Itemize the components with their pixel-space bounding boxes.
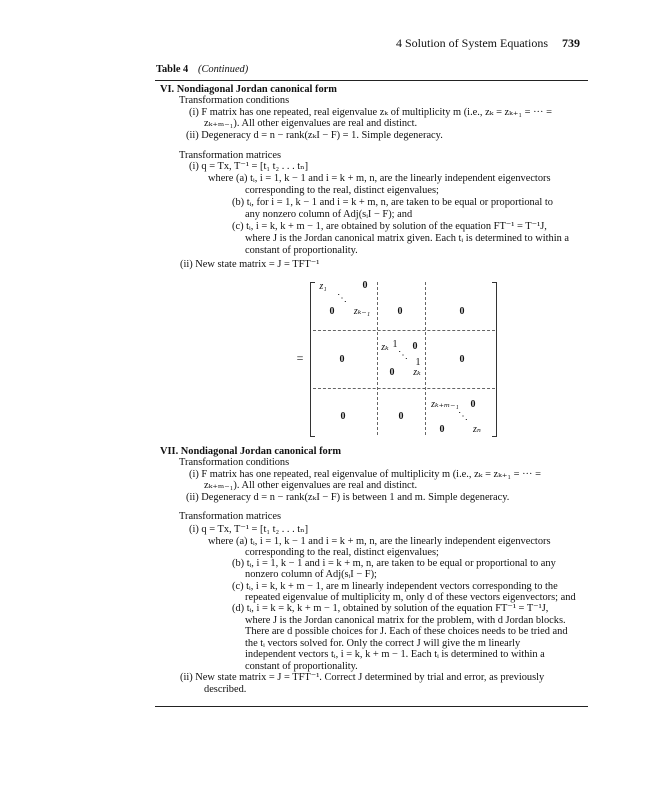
- vii-line: Transformation matrices: [179, 511, 282, 522]
- matrix-divider: [377, 282, 378, 435]
- matrix-entry: 0: [362, 280, 368, 291]
- vi-line: (i) F matrix has one repeated, real eigenvalue zₖ of multiplicity m (i.e., zₖ = zₖ₊₁ = ··· =: [189, 107, 552, 118]
- vii-line: corresponding to the real, distinct eigenvalues;: [245, 547, 439, 558]
- matrix-divider: [313, 330, 495, 331]
- vi-line: any nonzero column of Adj(sᵢI − F); and: [245, 209, 413, 220]
- vi-line: (ii) New state matrix = J = TFT⁻¹: [180, 259, 320, 270]
- matrix-entry: z₁: [319, 281, 327, 292]
- matrix-right-bracket: [492, 282, 497, 437]
- table-continued: (Continued): [198, 64, 249, 75]
- vii-line: (ii) New state matrix = J = TFT⁻¹. Correct J determined by trial and error, as previously: [180, 672, 545, 683]
- vii-line: (ii) Degeneracy d = n − rank(zₖI − F) is between 1 and m. Simple degeneracy.: [186, 492, 510, 503]
- page-number: 739: [562, 36, 580, 50]
- table-label: Table 4: [156, 64, 189, 75]
- vii-line: where J is the Jordan canonical matrix for the problem, with d Jordan blocks.: [245, 615, 566, 626]
- matrix-entry: 0: [470, 399, 476, 410]
- vii-line: (i) F matrix has one repeated, real eigenvalue of multiplicity m (i.e., zₖ = zₖ₊₁ = ··· =: [189, 469, 541, 480]
- vi-line: where J is the Jordan canonical matrix given. Each tᵢ is determined to within a: [245, 233, 570, 244]
- vii-line: (b) tᵢ, i = 1, k − 1 and i = k + m, n, are taken to be equal or proportional to any: [232, 558, 556, 569]
- matrix-entry: 0: [397, 306, 403, 317]
- table-top-rule: [155, 80, 588, 81]
- matrix-entry: 1: [392, 339, 398, 350]
- matrix-equals: =: [296, 351, 304, 365]
- matrix-entry: 0: [439, 424, 445, 435]
- matrix-entry: 0: [340, 411, 346, 422]
- table-bottom-rule: [155, 706, 588, 707]
- matrix-divider: [425, 282, 426, 435]
- matrix-entry: zₖ: [381, 342, 389, 353]
- matrix-entry: ⋱: [398, 350, 408, 361]
- section-vii-title: VII. Nondiagonal Jordan canonical form: [160, 446, 341, 457]
- vii-line: described.: [204, 684, 247, 695]
- vii-line: independent vectors tᵢ, i = k, k + m − 1. Each tᵢ is determined to within a: [245, 649, 545, 660]
- matrix-entry: zₖ: [413, 367, 421, 378]
- vi-line: (i) q = Tx, T⁻¹ = [t₁ t₂ . . . tₙ]: [189, 161, 309, 172]
- vi-line: Transformation matrices: [179, 150, 282, 161]
- matrix-entry: 0: [412, 341, 418, 352]
- matrix-entry: 0: [329, 306, 335, 317]
- matrix-entry: 0: [398, 411, 404, 422]
- vi-line: (c) tᵢ, i = k, k + m − 1, are obtained by solution of the equation FT⁻¹ = T⁻¹J,: [232, 221, 547, 232]
- vi-line: Transformation conditions: [179, 95, 290, 106]
- vii-line: (c) tᵢ, i = k, k + m − 1, are m linearly independent vectors corresponding to the: [232, 581, 558, 592]
- running-header: 4 Solution of System Equations: [396, 36, 549, 50]
- vii-line: Transformation conditions: [179, 457, 290, 468]
- vi-line: where (a) tᵢ, i = 1, k − 1 and i = k + m, n, are the linearly independent eigenvectors: [208, 173, 551, 184]
- vii-line: (i) q = Tx, T⁻¹ = [t₁ t₂ . . . tₙ]: [189, 524, 309, 535]
- matrix-entry: 1: [415, 357, 421, 368]
- matrix-divider: [313, 388, 495, 389]
- section-vi-title: VI. Nondiagonal Jordan canonical form: [160, 84, 337, 95]
- vi-line: corresponding to the real, distinct eigenvalues;: [245, 185, 439, 196]
- matrix-entry: 0: [459, 354, 465, 365]
- vi-line: (b) tᵢ, for i = 1, k − 1 and i = k + m, n, are taken to be equal or proportional to: [232, 197, 553, 208]
- matrix-entry: ⋱: [458, 411, 468, 422]
- vii-line: zₖ₊ₘ₋₁). All other eigenvalues are real and distinct.: [204, 480, 418, 491]
- vi-line: zₖ₊ₘ₋₁). All other eigenvalues are real and distinct.: [204, 118, 418, 129]
- vi-line: constant of proportionality.: [245, 245, 358, 256]
- vii-line: repeated eigenvalue of multiplicity m, only d of these vectors eigenvectors; and: [245, 592, 576, 603]
- vii-line: the tᵢ vectors solved for. Only the correct J will give the m linearly: [245, 638, 521, 649]
- matrix-left-bracket: [310, 282, 315, 437]
- matrix-entry: ⋱: [337, 293, 347, 304]
- vii-line: where (a) tᵢ, i = 1, k − 1 and i = k + m, n, are the linearly independent eigenvectors: [208, 536, 551, 547]
- matrix-entry: 0: [339, 354, 345, 365]
- matrix-entry: zₖ₊ₘ₋₁: [431, 399, 459, 410]
- matrix-entry: 0: [389, 367, 395, 378]
- vii-line: nonzero column of Adj(sᵢI − F);: [245, 569, 377, 580]
- matrix-entry: zₙ: [473, 424, 481, 435]
- vii-line: (d) tᵢ, i = k = k, k + m − 1, obtained by solution of the equation FT⁻¹ = T⁻¹J,: [232, 603, 549, 614]
- vii-line: constant of proportionality.: [245, 661, 358, 672]
- matrix-entry: 0: [459, 306, 465, 317]
- matrix-entry: zₖ₋₁: [353, 306, 371, 317]
- vi-line: (ii) Degeneracy d = n − rank(zₖI − F) = 1. Simple degeneracy.: [186, 130, 443, 141]
- vii-line: There are d possible choices for J. Each of these choices needs to be tried and: [245, 626, 568, 637]
